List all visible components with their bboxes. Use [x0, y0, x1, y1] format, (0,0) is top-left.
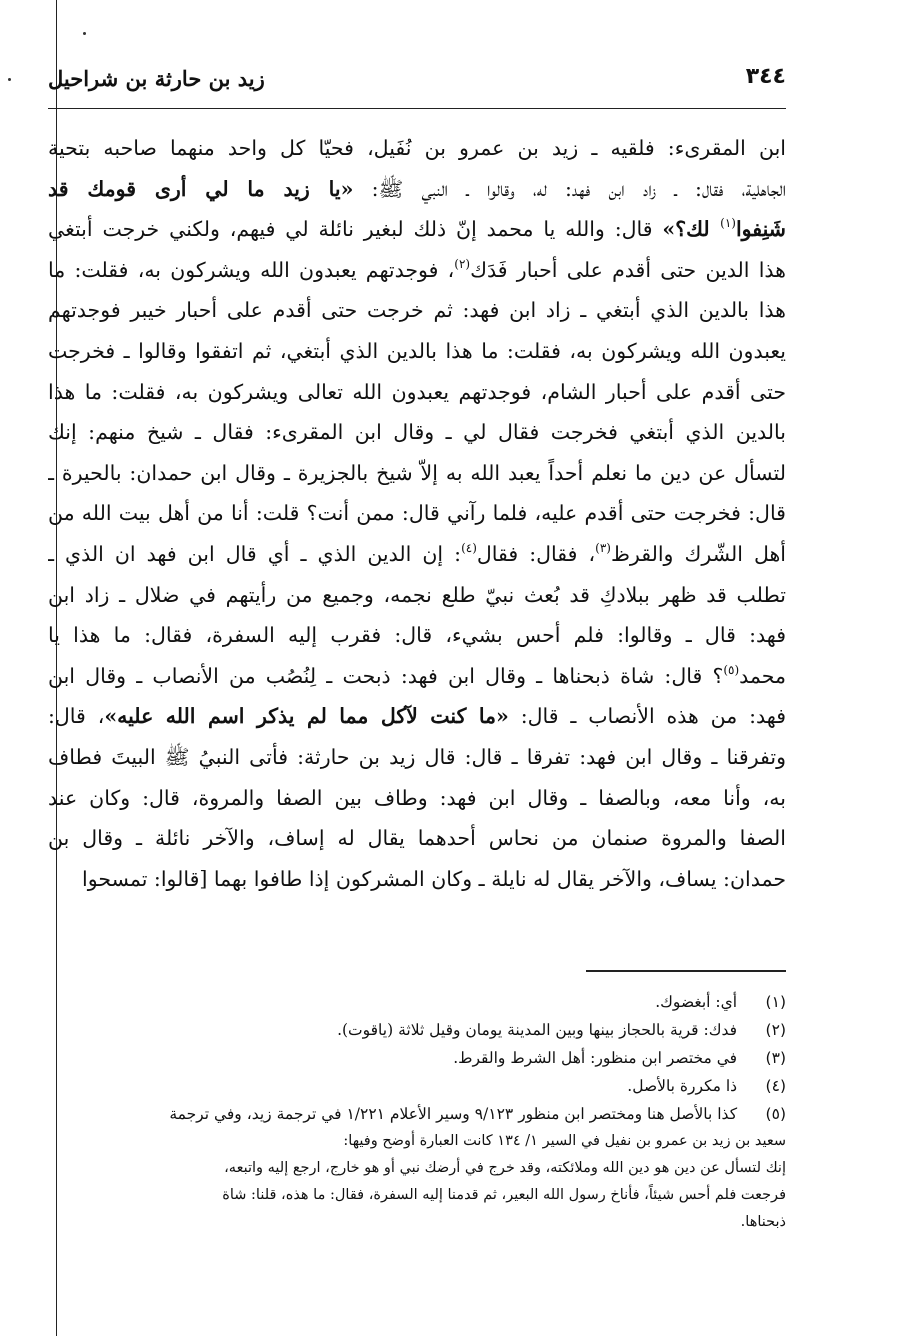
text-run: حمدان: يساف، والآخر يقال له نايلة ـ وكان المشركون إذا طافوا بهما [قالوا: تمسحوا [82, 866, 786, 891]
text-line [48, 128, 786, 169]
text-line [48, 493, 786, 534]
text-line [48, 412, 786, 453]
text-run: ؟ قال: شاة ذبحناها ـ وقال ابن فهد: ذبحت ـ لِنُصُب من الأنصاب ـ وقال ابن [48, 663, 724, 688]
footnote-text: ذا مكررة بالأصل. [627, 1077, 742, 1095]
text-run: الصفا والمروة صنمان من نحاس أحدهما يقال له إساف، والآخر نائلة ـ وقال بن [48, 826, 786, 851]
footnote-text: في مختصر ابن منظور: أهل الشرط والقرط. [453, 1049, 742, 1067]
text-run: ابن المقرىء: فلقيه ـ زيد بن عمرو بن نُفَيل، فحيّا كل واحد منهما صاحبه بتحية [48, 136, 786, 160]
text-run: هذا بالدين الذي أبتغي ـ زاد ابن فهد: ثم خرجت حتى أقدم على أحبار خيبر فوجدتهم [48, 298, 786, 323]
footnote-number: (١) [765, 993, 786, 1011]
footnote [48, 1044, 786, 1072]
footnote-continuation: ذبحناها. [740, 1214, 786, 1230]
text-run: يعبدون الله ويشركون به، فقلت: ما هذا بالدين الذي أبتغي، ثم اتفقوا وقالوا ـ فخرجت [48, 338, 786, 363]
text-run: به، وأنا معه، وبالصفا ـ وقال ابن فهد: وطاف بين الصفا والمروة، قال: وكان عند [48, 785, 786, 810]
bold-quote: «يا زيد ما لي أرى قومك قد [48, 176, 354, 201]
footnote-marker: (٥) [723, 662, 740, 677]
bold-quote: «ما كنت لآكل مما لم يذكر اسم الله عليه» [104, 704, 509, 729]
footnote [48, 1016, 786, 1044]
text-run: فهد: من هذه الأنصاب ـ قال: [508, 704, 786, 729]
text-run: تطلب قد ظهر ببلادكِ قد بُعث نبيّ طلع نجمه، وجميع من رأيتهم في ضلال ـ زاد ابن [48, 582, 786, 607]
footnote-text: فدك: قرية بالحجاز بينها وبين المدينة يومان وقيل ثلاثة (ياقوت). [337, 1021, 742, 1039]
text-line [48, 615, 786, 656]
main-text [48, 128, 786, 899]
footnote-marker: (٢) [454, 256, 471, 271]
page-number: ٣٤٤ [745, 64, 786, 89]
footnotes [48, 988, 786, 1236]
footnote [48, 1072, 786, 1100]
text-line [48, 331, 786, 372]
text-run: لتسأل عن دين ما نعلم أحداً يعبد الله به إلاّ شيخ بالجزيرة ـ وقال ابن حمدان: بالحيرة ـ [48, 460, 786, 485]
footnote-text: كذا بالأصل هنا ومختصر ابن منظور ٩/١٢٣ وسير الأعلام ١/٢٢١ في ترجمة زيد، وفي ترجمة [169, 1105, 742, 1123]
footnote-number: (٤) [765, 1077, 786, 1095]
text-run: هذا الدين حتى أقدم على أحبار فَدَك [470, 257, 786, 282]
footnote-number: (٥) [765, 1105, 786, 1123]
footnote-continuation: سعيد بن زيد بن عمرو بن نفيل في السير ١/ ١٣٤ كانت العبارة أوضح وفيها: [343, 1133, 786, 1149]
text-line [48, 209, 786, 250]
text-run: أهل الشّرك والقرظ [610, 541, 786, 566]
text-run: ، فوجدتهم يعبدون الله ويشركون به، فقلت: ما [48, 257, 455, 282]
footnote-separator [586, 970, 786, 972]
text-run: حتى أقدم على أحبار الشام، فوجدتهم يعبدون الله تعالى ويشركون به، فقلت: ما هذا [48, 379, 786, 404]
text-run: ، قال: [48, 704, 105, 729]
text-line [48, 453, 786, 494]
text-line [48, 575, 786, 616]
text-run: قال: والله يا محمد إنّ ذلك لبغير نائلة لي فيهم، ولكني خرجت أبتغي [48, 217, 663, 242]
text-line [48, 290, 786, 331]
margin-dot [83, 32, 86, 35]
text-line [48, 656, 786, 697]
text-run: : إن الدين الذي ـ أي قال ابن فهد ان الذي ـ [48, 541, 462, 566]
footnote-marker: (٤) [461, 540, 477, 555]
footnote-number: (٢) [765, 1021, 786, 1039]
footnote [48, 1100, 786, 1128]
footnote-number: (٣) [765, 1049, 786, 1067]
text-run: ، فقال: فقال [476, 541, 596, 566]
footnote-marker: (٣) [595, 540, 611, 555]
text-line [48, 737, 786, 778]
text-run: فهد: قال ـ وقالوا: فلم أحس بشيء، قال: فقرب إليه السفرة، فقال: ما هذا يا [48, 623, 786, 648]
text-run: بالدين الذي أبتغي فخرجت فقال لي ـ وقال ابن المقرىء: فقال ـ شيخ منهم: إنك [48, 420, 786, 445]
bold-quote: لك؟» [662, 217, 721, 242]
bold-quote: شَنِفوا [735, 217, 786, 242]
margin-dot [8, 78, 11, 81]
footnote-marker: (١) [720, 216, 736, 231]
footnote-continuation: فرجعت فلم أحس شيئاً، فأناخ رسول الله البعير، ثم قدمنا إليه السفرة، فقال: ما هذه، قلنا: شاة [222, 1187, 786, 1203]
text-line [48, 859, 786, 900]
running-title: زيد بن حارثة بن شراحيل [48, 66, 265, 91]
text-line [48, 818, 786, 859]
footnote-continuation: إنك لتسأل عن دين هو دين الله وملائكته، وقد خرج في أرضك نبي أو هو خارج، ارجع إليه واتبعه، [224, 1160, 786, 1176]
text-run: محمد [739, 663, 786, 688]
text-line [48, 696, 786, 737]
text-line [48, 250, 786, 291]
text-line [48, 169, 786, 210]
text-run: وتفرقنا ـ وقال ابن فهد: تفرقا ـ قال: قال زيد بن حارثة: فأتى النبيُ ﷺ البيتَ فطاف [48, 744, 786, 769]
footnote-text: أي: أبغضوك. [655, 993, 742, 1011]
footnote [48, 988, 786, 1016]
text-line [48, 534, 786, 575]
text-run: الجاهلية، فقال: ـ زاد ابن فهد: له، وقالوا ـ النبي ﷺ: [353, 176, 786, 201]
text-run: قال: فخرجت حتى أقدم عليه، فلما رآني قال: ممن أنت؟ قلت: أنا من أهل بيت الله من [48, 501, 786, 526]
text-line [48, 778, 786, 819]
page-header [48, 62, 786, 109]
text-line [48, 372, 786, 413]
